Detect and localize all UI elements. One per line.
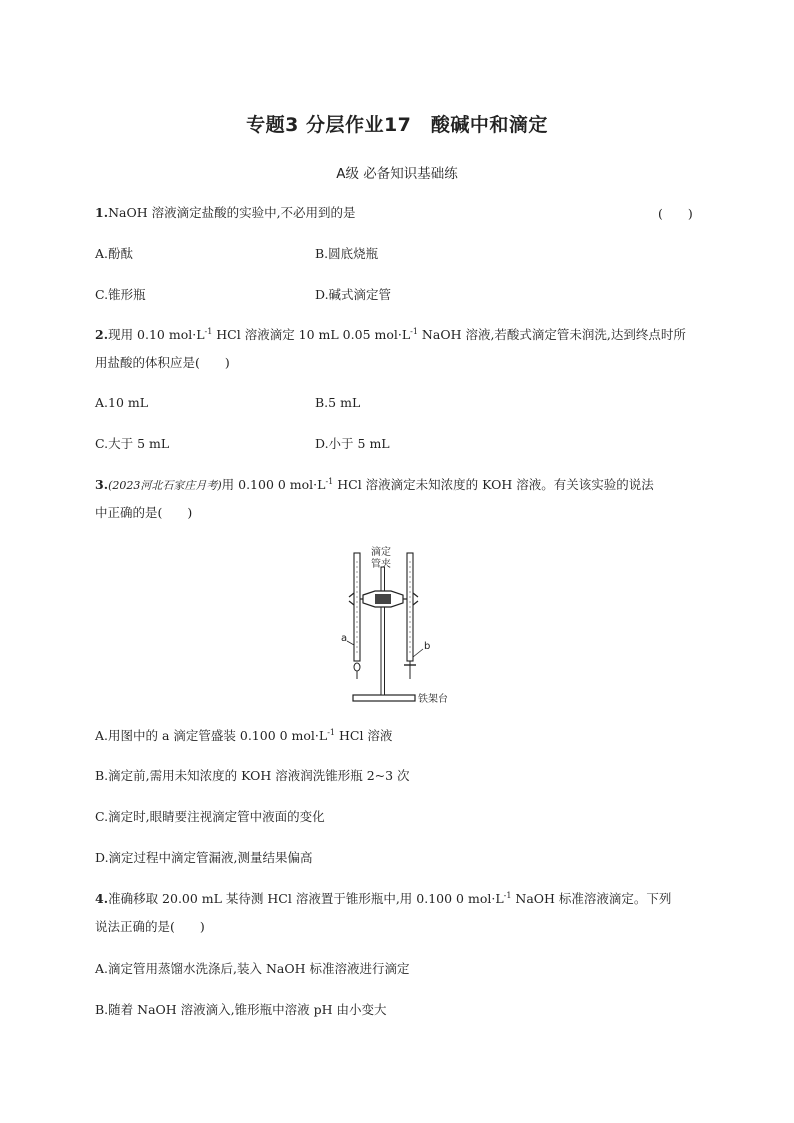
option-4a: A.滴定管用蒸馏水洗涤后,装入 NaOH 标准溶液进行滴定	[95, 961, 410, 976]
question-2-line-2: 用盐酸的体积应是( )	[95, 355, 230, 370]
question-2-text-part: 现用 0.10 mol·L	[108, 327, 205, 342]
question-2-text-part: HCl 溶液滴定 10 mL 0.05 mol·L	[212, 327, 411, 342]
option-2d: D.小于 5 mL	[315, 436, 390, 451]
option-3a-text: A.用图中的 a 滴定管盛装 0.100 0 mol·L	[95, 728, 328, 743]
option-1c: C.锥形瓶	[95, 287, 146, 302]
option-3c: C.滴定时,眼睛要注视滴定管中液面的变化	[95, 809, 325, 824]
question-2-text-part: NaOH 溶液,若酸式滴定管未润洗,达到终点时所	[417, 327, 686, 342]
superscript: -1	[204, 326, 213, 336]
stand-base	[353, 695, 415, 701]
question-3-source: (2023河北石家庄月考)	[108, 479, 222, 492]
label-burette-b: b	[424, 641, 431, 652]
titration-apparatus-svg	[335, 545, 465, 710]
question-1-options-row-1	[95, 245, 379, 263]
question-2-options-row-1	[95, 394, 361, 412]
superscript: -1	[325, 476, 334, 486]
label-clamp-2: 管夹	[371, 559, 391, 570]
option-2c: C.大于 5 mL	[95, 436, 170, 451]
question-3-text-part: HCl 溶液滴定未知浓度的 KOH 溶液。有关该实验的说法	[333, 477, 654, 492]
question-2-options-row-2	[95, 435, 390, 453]
titration-apparatus-figure	[335, 545, 465, 710]
option-3d: D.滴定过程中滴定管漏液,测量结果偏高	[95, 850, 313, 865]
question-4-text-part: 准确移取 20.00 mL 某待测 HCl 溶液置于锥形瓶中,用 0.100 0 mol·L	[108, 891, 504, 906]
question-4-text-part: NaOH 标准溶液滴定。下列	[511, 891, 672, 906]
question-2	[95, 326, 686, 344]
question-2-number: 2.	[95, 327, 109, 342]
question-4-line-2: 说法正确的是( )	[95, 919, 205, 934]
label-burette-a: a	[341, 633, 348, 644]
label-iron-stand: 铁架台	[418, 694, 448, 705]
option-3a	[95, 727, 392, 745]
superscript: -1	[327, 727, 336, 737]
option-1d: D.碱式滴定管	[315, 287, 392, 302]
question-4	[95, 890, 671, 908]
label-clamp-1: 滴定	[371, 547, 391, 558]
section-heading: A级 必备知识基础练	[336, 166, 458, 182]
burette-a-tip	[354, 663, 360, 671]
option-1a: A.酚酞	[95, 246, 134, 261]
question-3	[95, 476, 654, 495]
option-2a: A.10 mL	[95, 395, 149, 410]
answer-bracket-1: ( )	[658, 206, 693, 221]
question-1-number: 1.	[95, 205, 109, 220]
superscript: -1	[503, 890, 512, 900]
clamp-center	[375, 594, 391, 604]
option-4b: B.随着 NaOH 溶液滴入,锥形瓶中溶液 pH 由小变大	[95, 1002, 387, 1017]
question-1-options-row-2	[95, 286, 392, 304]
option-2b: B.5 mL	[315, 395, 361, 410]
question-4-number: 4.	[95, 891, 109, 906]
stand-rod	[381, 567, 385, 695]
question-1-text: NaOH 溶液滴定盐酸的实验中,不必用到的是	[108, 205, 356, 220]
question-3-number: 3.	[95, 477, 109, 492]
page-title: 专题3 分层作业17 酸碱中和滴定	[246, 114, 548, 136]
option-3b: B.滴定前,需用未知浓度的 KOH 溶液润洗锥形瓶 2~3 次	[95, 768, 410, 783]
question-3-line-2: 中正确的是( )	[95, 505, 193, 520]
option-3a-text: HCl 溶液	[335, 728, 393, 743]
question-3-text-part: 用 0.100 0 mol·L	[221, 477, 326, 492]
superscript: -1	[410, 326, 418, 336]
question-1	[95, 204, 356, 222]
option-1b: B.圆底烧瓶	[315, 246, 379, 261]
